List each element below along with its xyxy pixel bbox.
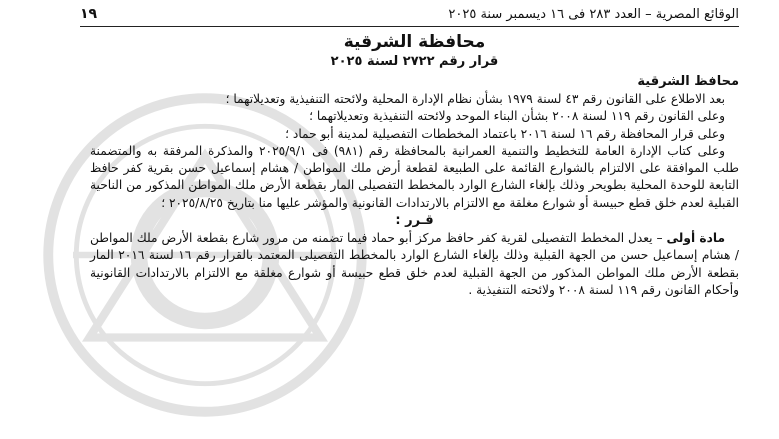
- decides-heading: قـرر :: [395, 213, 434, 229]
- decree-title: قرار رقم ٢٧٢٢ لسنة ٢٠٢٥: [330, 54, 499, 69]
- issuer-heading: محافظ الشرقية: [637, 74, 739, 89]
- article-one-title: مادة أولى: [666, 231, 725, 246]
- article-one-text: – يعدل المخطط التفصيلى لقرية كفر حافظ مركز أبو حماد فيما تضمنه من مرور شارع بقطعة الأرض ملك المواطن / هشام إسماعيل حسن من الجهة القبلية وذلك بإلغاء الشارع الوارد بالمخطط التفصيلى المعتمد بالقرار رقم ١٦ لسنة ٢٠١٦ المار بقطعة الأرض ملك المواطن المذكور من الجهة القبلية لعدم خلق قطع حبيسة أو شوارع مغلقة مع الالتزام بالارتدادات القانونية وأحكام القانون رقم ١١٩ لسنة ٢٠٠٨ ولائحته التنفيذية .: [90, 231, 739, 297]
- page-header: [80, 4, 739, 24]
- preamble-paragraph: وعلى القانون رقم ١١٩ لسنة ٢٠٠٨ بشأن البناء الموحد ولائحته التنفيذية وتعديلاتهما ؛: [309, 109, 725, 124]
- header-divider: [80, 26, 739, 27]
- page-number: ١٩: [80, 6, 98, 22]
- preamble-paragraph: وعلى قرار المحافظة رقم ١٦ لسنة ٢٠١٦ باعتماد المخططات التفصيلية لمدينة أبو حماد ؛: [285, 126, 725, 141]
- authority-title: محافظة الشرقية: [343, 32, 486, 52]
- article-one: [90, 230, 739, 299]
- journal-issue-line: الوقائع المصرية – العدد ٢٨٣ فى ١٦ ديسمبر سنة ٢٠٢٥: [448, 6, 739, 22]
- preamble-paragraph: بعد الاطلاع على القانون رقم ٤٣ لسنة ١٩٧٩ بشأن نظام الإدارة المحلية ولائحته التنفيذية وتعديلاتهما ؛: [225, 92, 725, 106]
- document-body: [90, 32, 739, 299]
- preamble-paragraph: وعلى كتاب الإدارة العامة للتخطيط والتنمية العمرانية بالمحافظة رقم (٩٨١) فى ٢٠٢٥/٩/١ والمذكرة المرفقة به والمتضمنة طلب الموافقة على الالتزام بالشوارع القائمة على الطبيعة لقطعة أرض ملك المواطن / هشام إسماعيل حسن بقرية كفر حافظ التابعة للوحدة المحلية بطويحر وذلك بإلغاء الشارع الوارد بالمخطط التفصيلى المار بقطعة الأرض ملك المواطن المذكور من الناحية القبلية لعدم خلق قطع حبيسة أو شوارع مغلقة مع الالتزام بالارتدادات القانونية والمؤشر عليها منا بتاريخ ٢٠٢٥/٨/٢٥ ؛: [90, 143, 739, 210]
